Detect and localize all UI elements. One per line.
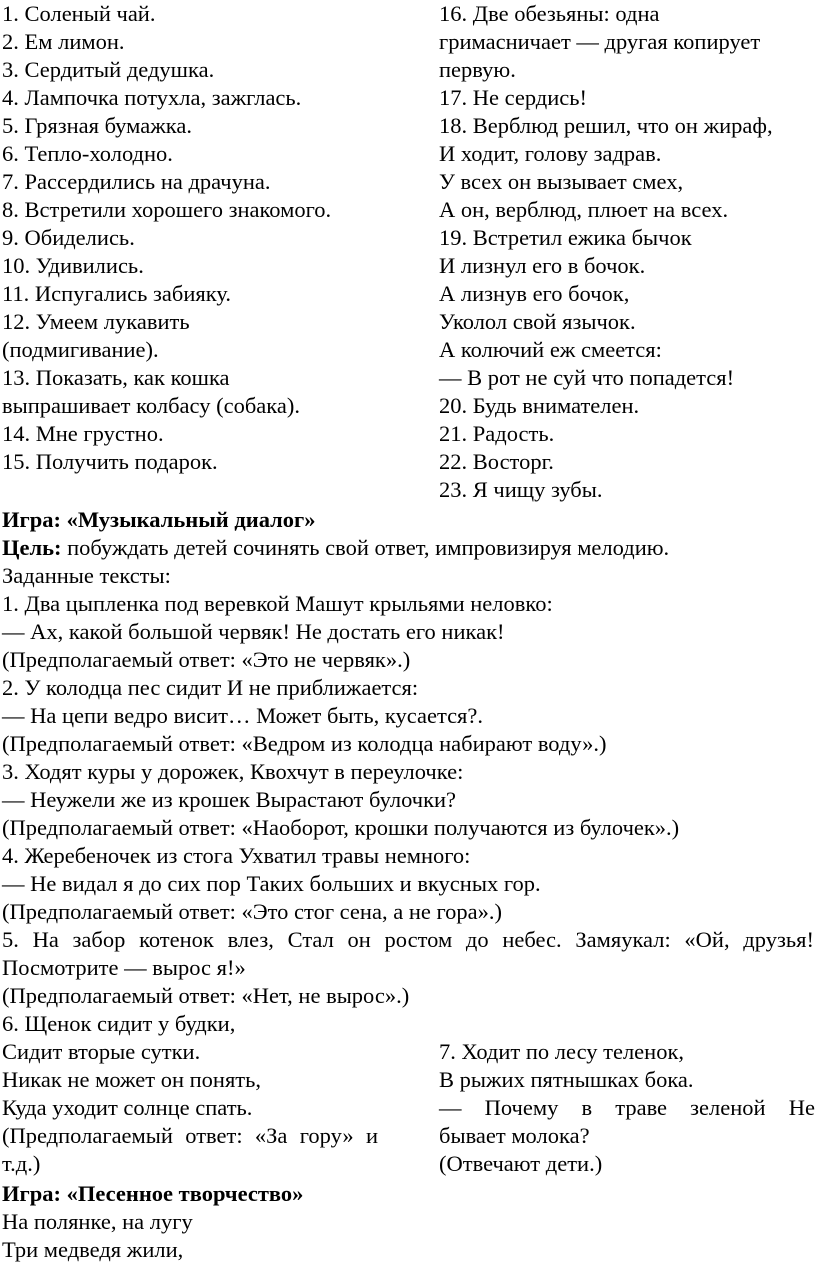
list-item: 13. Показать, как кошка [2, 365, 230, 390]
list-item: 5. Грязная бумажка. [2, 113, 192, 138]
list-item: А колючий еж смеется: [439, 337, 662, 362]
text-line: На полянке, на лугу [2, 1209, 193, 1234]
list-item: 16. Две обезьяны: одна [439, 1, 660, 26]
word: Не [788, 1095, 815, 1120]
list-item: 9. Обиделись. [2, 225, 135, 250]
text-line: т.д.) [2, 1151, 41, 1176]
list-item: 1. Соленый чай. [2, 1, 156, 26]
word: и [365, 1123, 378, 1148]
text-line: (Предполагаемый ответ: «Наоборот, крошки получаются из булочек».) [2, 815, 680, 840]
item5-first-line [2, 926, 814, 954]
list-item: У всех он вызывает смех, [439, 169, 684, 194]
text-line: (Предполагаемый ответ: «Это не червяк».) [2, 647, 411, 672]
list-item: 20. Будь внимателен. [439, 393, 640, 418]
list-item: выпрашивает колбасу (собака). [2, 393, 300, 418]
section-title: Игра: «Песенное творчество» [2, 1181, 304, 1206]
text-line: — На цепи ведро висит… Может быть, кусается?. [2, 703, 484, 728]
text-line: Никак не может он понять, [2, 1067, 262, 1092]
item7-question-line [439, 1094, 815, 1122]
list-item: 17. Не сердись! [439, 85, 588, 110]
text-line: Сидит вторые сутки. [2, 1039, 201, 1064]
word: 5. [2, 927, 19, 952]
list-item: 21. Радость. [439, 421, 555, 446]
item6-answer-line [2, 1122, 378, 1150]
texts-label: Заданные тексты: [2, 563, 171, 588]
list-item: 19. Встретил ежика бычок [439, 225, 692, 250]
text-line: 1. Два цыпленка под веревкой Машут крыльями неловко: [2, 591, 553, 616]
list-item: И лизнул его в бочок. [439, 253, 646, 278]
word: в [581, 1095, 593, 1120]
list-item: 18. Верблюд решил, что он жираф, [439, 113, 773, 138]
word: он [347, 927, 371, 952]
goal-text: побуждать детей сочинять свой ответ, импровизируя мелодию. [61, 535, 670, 560]
list-item: 10. Удивились. [2, 253, 144, 278]
word: На [32, 927, 59, 952]
word: забор [72, 927, 126, 952]
word: зеленой [690, 1095, 766, 1120]
text-line: (Предполагаемый ответ: «Нет, не вырос».) [2, 983, 410, 1008]
list-item: гримасничает — другая копирует [439, 29, 761, 54]
word: Стал [287, 927, 334, 952]
word: небес. [502, 927, 562, 952]
word: котенок [139, 927, 214, 952]
text-line: (Предполагаемый ответ: «Ведром из колодца набирают воду».) [2, 731, 607, 756]
text-line: 6. Щенок сидит у будки, [2, 1011, 236, 1036]
word: (Предполагаемый [2, 1123, 173, 1148]
text-line: 3. Ходят куры у дорожек, Квохчут в переулочке: [2, 759, 464, 784]
text-line: бывает молока? [439, 1123, 590, 1148]
word: «Ой, [684, 927, 730, 952]
text-line: 2. У колодца пес сидит И не приближается: [2, 675, 419, 700]
text-line: — Неужели же из крошек Вырастают булочки? [2, 787, 457, 812]
word: — [439, 1095, 462, 1120]
word: друзья! [743, 927, 814, 952]
goal-label: Цель: [2, 535, 62, 560]
section-title: Игра: «Музыкальный диалог» [2, 507, 316, 532]
text-line: — Не видал я до сих пор Таких больших и вкусных гор. [2, 871, 541, 896]
list-item: 7. Рассердились на драчуна. [2, 169, 271, 194]
word: гору» [299, 1123, 354, 1148]
list-item: 4. Лампочка потухла, зажглась. [2, 85, 302, 110]
list-item: 14. Мне грустно. [2, 421, 164, 446]
text-line: (Предполагаемый ответ: «Это стог сена, а не гора».) [2, 899, 502, 924]
text-line: — Ах, какой большой червяк! Не достать его никак! [2, 619, 505, 644]
list-item: 3. Сердитый дедушка. [2, 57, 215, 82]
list-item: — В рот не суй что попадется! [439, 365, 735, 390]
text-line: (Отвечают дети.) [439, 1151, 603, 1176]
goal-line [2, 534, 669, 562]
word: траве [615, 1095, 668, 1120]
list-item: А он, верблюд, плюет на всех. [439, 197, 729, 222]
list-item: Уколол свой язычок. [439, 309, 636, 334]
list-item: 2. Ем лимон. [2, 29, 125, 54]
word: «За [254, 1123, 288, 1148]
text-line: 4. Жеребеночек из стога Ухватил травы немного: [2, 843, 471, 868]
word: влез, [227, 927, 274, 952]
list-item: 22. Восторг. [439, 449, 554, 474]
list-item: А лизнув его бочок, [439, 281, 630, 306]
word: до [465, 927, 489, 952]
word: ответ: [185, 1123, 243, 1148]
word: ростом [384, 927, 453, 952]
list-item: 12. Умеем лукавить [2, 309, 190, 334]
list-item: 8. Встретили хорошего знакомого. [2, 197, 332, 222]
list-item: 15. Получить подарок. [2, 449, 218, 474]
list-item: (подмигивание). [2, 337, 159, 362]
text-line: 7. Ходит по лесу теленок, [439, 1039, 685, 1064]
list-item: 23. Я чищу зубы. [439, 477, 603, 502]
list-item: первую. [439, 57, 516, 82]
text-line: Посмотрите — вырос я!» [2, 955, 246, 980]
list-item: И ходит, голову задрав. [439, 141, 662, 166]
word: Почему [484, 1095, 559, 1120]
text-line: Три медведя жили, [2, 1237, 184, 1262]
list-item: 11. Испугались забияку. [2, 281, 231, 306]
word: Замяукал: [575, 927, 671, 952]
text-line: В рыжих пятнышках бока. [439, 1067, 694, 1092]
text-line: Куда уходит солнце спать. [2, 1095, 253, 1120]
list-item: 6. Тепло-холодно. [2, 141, 173, 166]
